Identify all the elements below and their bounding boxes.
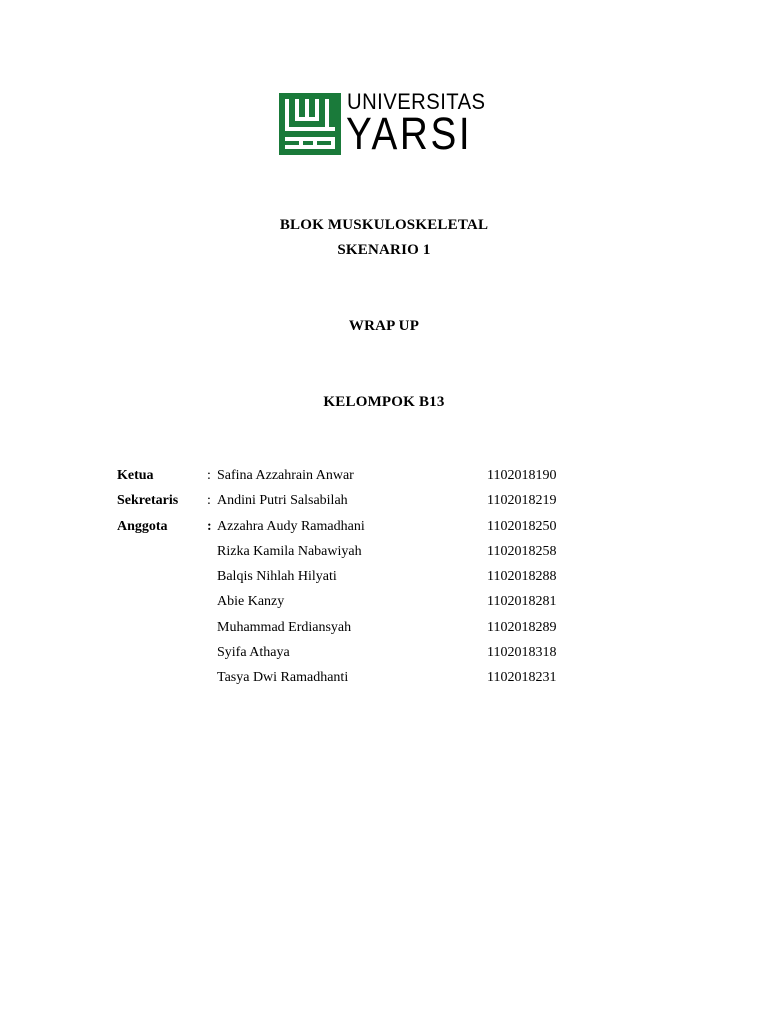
- member-row: [117, 619, 577, 644]
- group-title: KELOMPOK B13: [323, 394, 445, 410]
- colon-separator: :: [207, 493, 211, 509]
- member-nim: 1102018281: [487, 594, 557, 610]
- member-name: Azzahra Audy Ramadhani: [217, 518, 365, 534]
- member-nim: 1102018258: [487, 543, 557, 559]
- member-row: [117, 543, 577, 568]
- member-row-sekretaris: [117, 492, 577, 517]
- member-name: Tasya Dwi Ramadhanti: [217, 670, 349, 686]
- member-row: [117, 669, 577, 694]
- university-emblem-icon: [279, 93, 341, 155]
- member-row: [117, 593, 577, 618]
- scenario-title: SKENARIO 1: [337, 242, 431, 258]
- wrap-up-title: WRAP UP: [348, 318, 420, 334]
- member-nim: 1102018219: [487, 493, 557, 509]
- member-nim: 1102018190: [487, 468, 557, 483]
- colon-separator: :: [207, 468, 211, 483]
- role-label: Ketua: [117, 468, 154, 483]
- logo-text-universitas: UNIVERSITAS: [347, 89, 486, 114]
- member-nim: 1102018288: [487, 569, 557, 585]
- member-name: Safina Azzahrain Anwar: [217, 468, 354, 483]
- role-label: Sekretaris: [117, 493, 179, 509]
- member-name: Rizka Kamila Nabawiyah: [217, 543, 362, 559]
- member-row-ketua: [117, 467, 577, 492]
- member-row-anggota: [117, 518, 577, 543]
- member-name: Balqis Nihlah Hilyati: [217, 569, 337, 585]
- logo-text-yarsi: YARSI: [346, 108, 473, 159]
- block-title: BLOK MUSKULOSKELETAL: [279, 217, 489, 233]
- member-row: [117, 644, 577, 669]
- member-name: Abie Kanzy: [217, 594, 285, 610]
- member-name: Muhammad Erdiansyah: [217, 619, 352, 635]
- role-label: Anggota: [117, 518, 168, 534]
- member-row: [117, 568, 577, 593]
- member-list: [117, 467, 577, 695]
- member-nim: 1102018250: [487, 518, 557, 534]
- member-nim: 1102018231: [487, 670, 557, 686]
- university-logo: [279, 89, 491, 159]
- member-name: Andini Putri Salsabilah: [217, 493, 348, 509]
- member-nim: 1102018289: [487, 619, 557, 635]
- colon-separator: :: [207, 518, 212, 534]
- member-nim: 1102018318: [487, 645, 557, 661]
- member-name: Syifa Athaya: [217, 645, 290, 661]
